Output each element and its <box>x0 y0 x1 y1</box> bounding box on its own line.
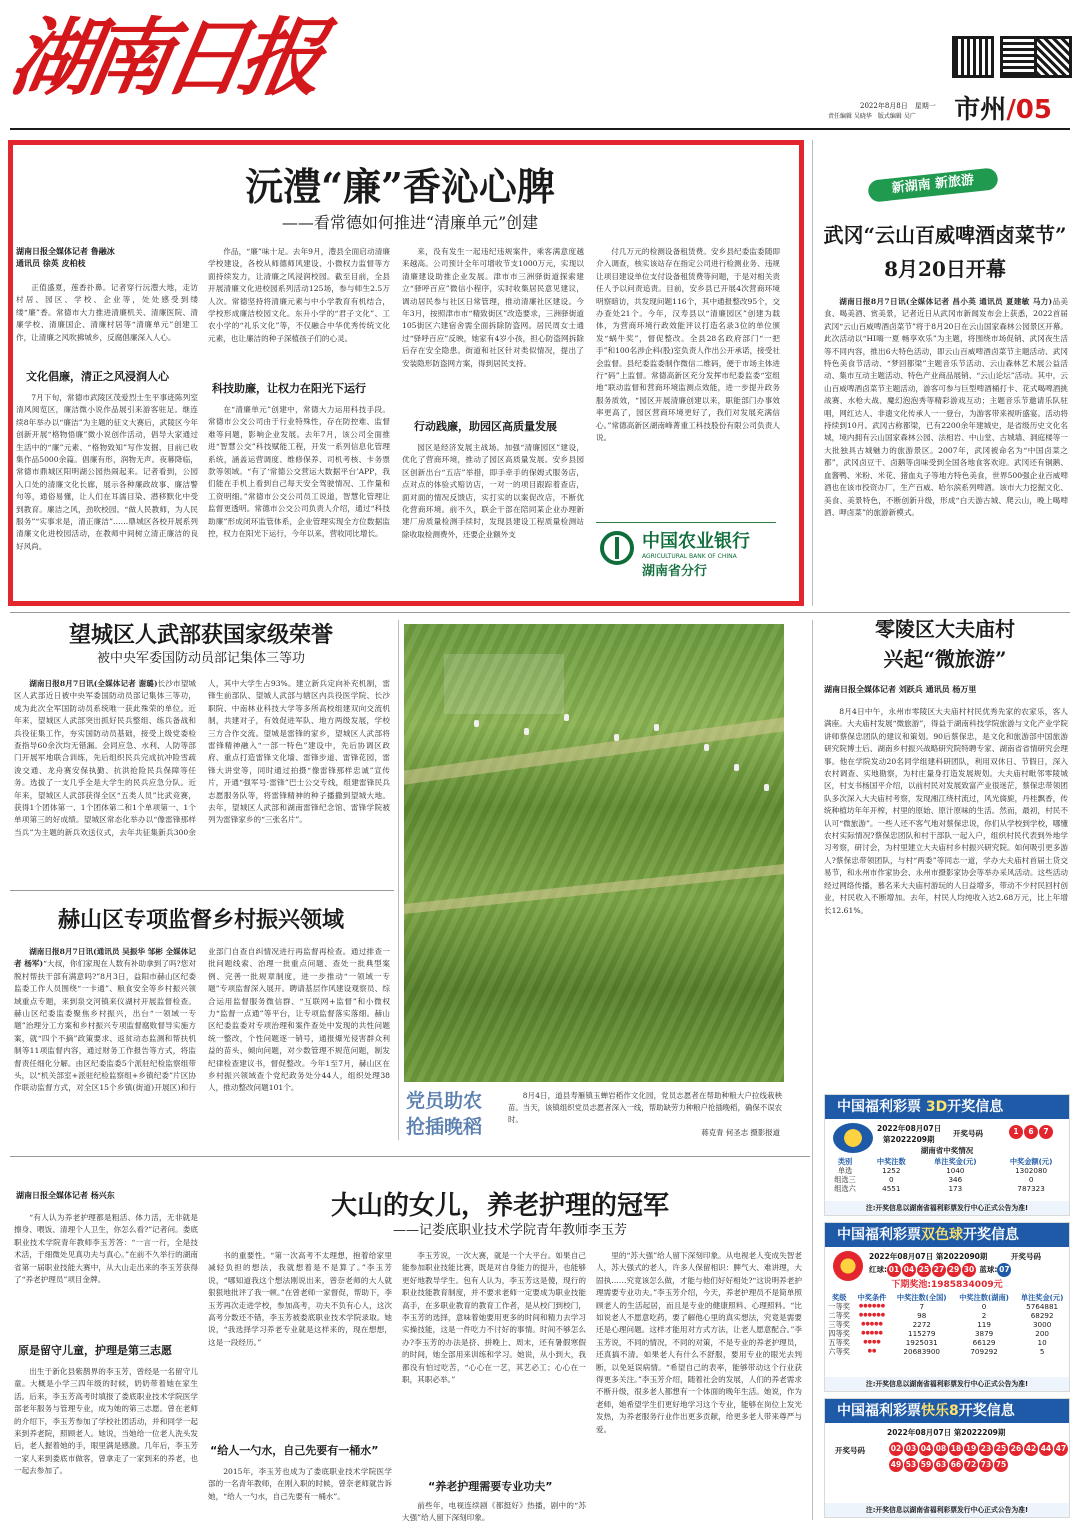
lottery-ball: 75 <box>994 1458 1008 1472</box>
lottery-ssq-open-label: 开奖号码 <box>1011 1252 1041 1261</box>
lottery-ball: 18 <box>949 1442 963 1456</box>
abc-bank-branch: 湖南省分行 <box>642 564 708 579</box>
lottery-ball: 04 <box>919 1442 933 1456</box>
lottery-ball: 03 <box>904 1442 918 1456</box>
lingling-article: 8月4日中午，永州市零陵区大夫庙村村民优秀先家的农家乐，客人满座。大夫庙村发展“微旅游”，得益于湖南科技学院旅游与文化产业学院讲师蔡保忠团队的建议和策划。90后蔡保忠，是文化和旅游部中国旅游研究院博士后、湖南乡村振兴战略研究院特聘专家、湖南省省情研究会理事。他在学院发动20名同学组建科研团队，利用双休日、节假日，深入农村调查、实地勘察，为村庄量身打造发展规划。大夫庙村毗邻零陵城区，村支书杨国平介绍，以前村民对发展致富产业很迷茫，蔡保忠带领团队多次深入大夫庙村考察，发现湘江绕村流过，风光旖旎，丹桂飘香，传统种植坊年年开榨，村里的原始、原汁原味的生活。然而，最初，村民不认可“微旅游”。一些人还不客气地对蔡保忠说，你们从学校到学校，哪懂农村实际情况?蔡保忠团队和村干部队一起入户，组织村民代表到外地学习考察，研讨会，为村里建立大夫庙村乡村振兴研究院。如何吸引更多游人?蔡保忠带领团队，与村“两委”等同志一道，学办大夫庙村首届土货交易节，和永州市作家协会、永州市摄影家协会等举办采风活动。这些活动经过网络传播，慕名来大夫庙村游玩的人日益增多，带动不少村民回村创业，村民收入不断增加。去年，村民人均纯收入达2.68万元，比上年增长12.61%。 <box>824 707 1068 915</box>
lottery-ball: 27 <box>932 1263 946 1277</box>
section-name: 市州 <box>954 95 1007 125</box>
feature-title: 沅澧“廉”香沁心脾 <box>245 164 555 209</box>
lottery-ball: 72 <box>964 1458 978 1472</box>
daughter-subhead-1: 原是留守儿童，护理是第三志愿 <box>18 1344 172 1357</box>
lottery-ssq-date: 2022年08月07日 第2022090期 <box>869 1252 988 1261</box>
photo-caption-title: 党员助农抢插晚稻 <box>406 1090 483 1138</box>
lingling-byline: 湖南日报全媒体记者 刘跃兵 通讯员 杨万里 <box>824 685 977 694</box>
table-row: 一等奖 ●●●●●● 7 0 5764881 <box>828 1302 1059 1311</box>
masthead-divider <box>10 128 1070 130</box>
feature-subtitle: ——看常德如何推进“清廉单元”创建 <box>281 213 539 232</box>
table-row: 四等奖 ●●●●● 115279 3879 200 <box>828 1329 1049 1338</box>
lottery-kl8-header: 中国福利彩票快乐8开奖信息 <box>825 1399 1069 1423</box>
section-divider <box>10 890 394 891</box>
lottery-ball: 26 <box>1009 1442 1023 1456</box>
lottery-ball: 25 <box>994 1442 1008 1456</box>
lottery-kl8-box <box>824 1398 1070 1518</box>
lottery-ball: 19 <box>964 1442 978 1456</box>
lottery-ball: 1 <box>1009 1125 1023 1139</box>
table-row: 二等奖 ●●●●●● 98 2 68292 <box>828 1311 1054 1320</box>
table-row: 组选六 4551 173 787323 <box>834 1184 1045 1193</box>
column-divider <box>812 620 813 1520</box>
lottery-ball: 42 <box>1024 1442 1038 1456</box>
column-divider <box>398 620 399 1140</box>
photo-caption: 8月4日，道县寿雁镇玉蝉岩稻作文化园，党员志愿者在帮助种粮大户拉线栽秧苗。当天，该镇组织党员志愿者深入一线，帮助缺劳力种粮户抢插晚稻，确保不误农时。 <box>508 1091 782 1124</box>
heshan-title: 赫山区专项监督乡村振兴领域 <box>57 907 344 933</box>
lottery-ball: 44 <box>1039 1442 1053 1456</box>
lottery-ball: 04 <box>902 1263 916 1277</box>
section-label <box>954 92 1052 130</box>
lottery-ssq-table: 奖级 中奖条件 中奖注数(全国) 中奖注数(湖南) 单注奖金(元) 一等奖 ●●●●●● 7 0 5764881 二等奖 ●●●●●● 98 2 68292 三等奖 ●●●●● 2272 119 3000 四等奖 ●●●●● 115279 3879 200 五等奖 ●●●● 1925031 66129 10 六等奖 ●● 20683900 709292 5 <box>825 1293 1069 1356</box>
lingling-title-2: 兴起“微旅游” <box>883 647 1007 671</box>
feature-subhead-culture: 文化倡廉，清正之风浸润人心 <box>26 370 169 383</box>
lottery-kl8-balls <box>889 1441 1069 1473</box>
lottery-ssq-note: 注:开奖信息以湖南省福利彩票发行中心正式公告为准! <box>825 1377 1069 1391</box>
column-divider <box>812 140 813 606</box>
lottery-3d-table: 类别 中奖注数 单注奖金(元) 中奖金额(元) 单选 1252 1040 1302080 组选三 0 346 0 组选六 4551 173 787323 <box>825 1157 1069 1193</box>
wugang-title: 武冈“云山百威啤酒卤菜节” <box>823 223 1067 247</box>
daughter-col2b: 2015年，李玉芳也成为了娄底职业技术学院医学部的一名青年教师，在刚入职的时候，曾奈老师就告诉她，“给人一勺水，自己先要有一桶水”。 <box>208 1467 392 1501</box>
lottery-ball: 30 <box>962 1263 976 1277</box>
daughter-col3: 李玉芳说，一次大赛，就是一个大平台。如果自己能参加职业技能比赛，既是对自身能力的提升，也能够更好地教导学生。包有人认为，李玉芳这是傻，现行的职业技能教育制度，并不要求老师一定要成为职业技能高手，在多职业教育的教育工作者，是从校门到校门，李玉芳的选择，意味着她要用更多的时间和精力去学习实操技能，这是一件吃力不讨好的事情。时间不够怎么办?李玉芳的办法是挤、拼晚上、周末，还有暑假寒假的时间，她全部用来训练和学习。她说，从小到大，我都没有怕过吃苦，“心心在一艺，其艺必工；心心在一职，其职必举。” <box>402 1251 586 1385</box>
lottery-ball: 47 <box>1054 1442 1068 1456</box>
feature-col2b: 在“清廉单元”创建中，常德大力运用科技手段。常德市公交公司由于行业特殊性，存在防控难、监督难等问题，影响企业发展。去年7月，该公司全面推进“智慧公交”科技赋能工程，开发一系列信息化管理系统，涵盖运营调度、维修保养、司机考核、卡务票款等领域。“有了‘常德公交营运大数据平台’APP，我们能在手机上看到自己每天安全驾驶情况、工作量和工资明细。”常德市公交公司员工说道，智慧化管理让监督更透明。常德市公交公司负责人介绍，通过“科技助廉”形成闭环监管体系，企业管理实现全方位数据监控，权力在阳光下运行，今年以来，营收同比增长。 <box>208 405 390 539</box>
daughter-col2: 书的重要性。“第一次高考不太理想，抱着给家里减轻负担的想法，我就想着是不是算了。”李玉芳说，“哪知道我这个想法刚说出来，曾奈老师的大人就狠狠地批评了我一顿。”在曾老师一家督促，帮助下，李玉芳再次走进学校，参加高考，功夫不负有心人，这次高考分数还不错，李玉芳被娄底职业技术学院录取。她说，“我选择学习养老专业就是这样来的，现在想想，这是一段经历。” <box>208 1251 392 1347</box>
feature-subhead-tech: 科技助廉，让权力在阳光下运行 <box>212 382 366 395</box>
lottery-3d-box <box>824 1094 1070 1216</box>
table-row: 单选 1252 1040 1302080 <box>837 1166 1048 1175</box>
lottery-3d-issue: 第2022209期 <box>883 1135 935 1144</box>
feature-col4: 付几万元的检测设备租赁费。安乡县纪委监委随即介入调查，核实该站存在指定公司进行检测业务、违规让项目建设单位支付设备租赁费等问题，于是对相关责任人予以问责追责。目前，安乡县已开展4次营商环境明察暗访，共发现问题116个，其中通报整改95个，交办查处21个。今年，汉寿县以“清廉园区”创建为载体，为营商环境行政效能评议打造名录3位的单位颁发“蜗牛奖”，督促整改。全县28名政府部门“一把手”和100名涉企科(股)室负责人作出公开承诺，接受社会监督。县纪委监委制作微信二维码，便于市场主体进行“码”上监督。常德高新区充分发挥市纪委监委“室组地”联动监督和营商环境监测点效能，进一步提升政务服务质效，“园区开展清廉创建以来，职能部门办事效率更高了，园区营商环境更好了，我们对发展充满信心。”常德高新区湖南峰菁重工科技股份有限公司负责人说。 <box>596 247 780 443</box>
abc-bank-name: 中国农业银行 <box>642 531 750 552</box>
daughter-col3b: 前些年，电视连续剧《都挺好》热播，剧中的“苏大强”给人留下深刻印象。 <box>402 1501 586 1522</box>
lottery-ssq-balls: 红球: 01 04 25 27 29 30 蓝球: 07 <box>869 1263 1012 1277</box>
qr-code-icon <box>1034 36 1072 78</box>
lottery-ball: 7 <box>1039 1125 1053 1139</box>
wugang-title-2: 8月20日开幕 <box>884 257 1006 281</box>
lottery-ball: 07 <box>997 1263 1011 1277</box>
lottery-ball: 6 <box>1024 1125 1038 1139</box>
lottery-ball: 63 <box>934 1458 948 1472</box>
section-divider <box>10 1156 810 1157</box>
feature-col3: 来，没有发生一起违纪违规案件，乘客满意度越来越高。公司预计全年可增收节支1000万元，实现以清廉建设助推企业发展。津市市三洲驿街道探索建立“驿呼百应”微信小程序，实时收集居民意见建议，调动居民参与社区日常管理，推动清廉社区建设。今年3月，按照津市市“精致街区”改造要求，三洲驿街道105街区六建宿舍需全面拆除防盗网。居民周女士通过“驿呼百应”反映，她家有4岁小孩，担心防盗网拆除后存在安全隐患。街道和社区针对类似情况，提出了安装隐形防盗网方案，得到居民支持。 <box>402 247 584 368</box>
lottery-3d-balls <box>1009 1125 1054 1139</box>
feature-subhead-action: 行动践廉，助园区高质量发展 <box>414 420 557 433</box>
lottery-ssq-pool: 下期奖池:1985834009元 <box>891 1280 1003 1290</box>
feature-byline-2: 通讯员 徐英 皮柏枝 <box>16 259 86 268</box>
edition-date: 2022年8月8日 星期一 <box>860 102 936 110</box>
lottery-ball: 23 <box>979 1442 993 1456</box>
lottery-ssq-box <box>824 1222 1070 1392</box>
feature-col2: 作品，“廉”味十足。去年9月，澧县全面启动清廉学校建设，各校从师德师风建设、小微权力监督等方面持续发力，让清廉之风浸润校园。截至目前，全县开展清廉文化进校园系列活动125场，参与师生2.5万人次。常德坚持将清廉元素与中小学教育有机结合，学校形成廉洁校园文化。东升小学的“君子文化”、工农小学的“礼乐文化”等，不仅融合中华优秀传统文化元素，也让廉洁的种子深植孩子们的心灵。 <box>208 247 390 343</box>
lottery-3d-date: 2022年08月07日 <box>877 1124 942 1133</box>
lottery-3d-region: 湖南省中奖情况 <box>920 1146 974 1155</box>
feature-intro: 正值盛夏，莲香扑鼻。记者穿行沅澧大地，走访村居、园区、学校、企业等，处处感受到缕缕“廉”香。常德市大力推进清廉机关、清廉医院、清廉学校、清廉国企、清廉村居等“清廉单元”创建工作，让清廉之风吹拂城乡，反腐倡廉深入人心。 <box>16 283 198 342</box>
abc-bank-english: AGRICULTURAL BANK OF CHINA <box>642 553 737 560</box>
daughter-col1: “有人认为养老护理都是粗活、体力活，无非就是擦身、喂饭、清理个人卫生，你怎么看?”记者问。娄底职业技术学院青年教师李玉芳答：“一言一行，全是技术活，于细微处见真功夫与真心。”在前不久举行的湖南省第一届职业技能大赛中，从大山走出来的李玉芳获得了“养老护理员”项目金牌。 <box>14 1213 198 1285</box>
feature-byline: 湖南日报全媒体记者 鲁融冰 <box>16 247 115 256</box>
lingling-title: 零陵区大夫庙村 <box>875 617 1015 641</box>
section-divider <box>10 612 1070 613</box>
lottery-3d-note: 注:开奖信息以湖南省福利彩票发行中心正式公告为准! <box>825 1201 1069 1215</box>
lottery-3d-header: 中国福利彩票 3D开奖信息 <box>825 1095 1069 1119</box>
table-row: 组选三 0 346 0 <box>834 1175 1034 1184</box>
feature-col3b: 园区是经济发展主战场。加强“清廉园区”建设，优化了营商环境，推动了园区高质量发展。安乡县园区创新出台“五店”举措，即手牵手的保姆式服务店，点对点的体验式赔访店，一对一的项目跟踪着查店，面对面的情况反馈店，实打实的以案促改店，不断优化营商环境。前不久，联企干部在陪同某企业办理新建厂房质量检测手续时，发现县建设工程质量检测站除收取检测费外，还要企业额外支 <box>402 443 584 539</box>
page-number: /05 <box>1006 95 1052 125</box>
lottery-ball: 53 <box>904 1458 918 1472</box>
feature-col1: 7月下旬，常德市武陵区茂爱烈士生平事迹陈列室清风阅览区，廉洁微小说作品展引来游客驻足。继连续8年举办以“廉洁”为主题的征文大赛后，武陵区今年创新开展“格物悟廉”微小说创作活动，倡导大家通过生活中的“廉”元素、“格物致知”写作发掘、目前已收集作品5000余篇。倡廉有形，润物无声。夜幕降临，常德市鼎城区阳明湖公园热闹起来。记者看到，公园入口处的清廉文化长廊，展示各种廉政故事、廉洁警句等，通俗易懂，让人们在耳濡目染、潜移默化中受到教育。廉洁之风，劲吹校园。“做人民教师，为人民服务”“实事求是，清正廉洁”……鼎城区各校开展系列清廉文化进校园活动，在教师中间树立清正廉洁的良好风尚。 <box>16 393 198 551</box>
daughter-byline: 湖南日报全媒体记者 杨兴东 <box>16 1191 115 1200</box>
lottery-logo-icon <box>833 1251 863 1281</box>
lottery-ball: 66 <box>949 1458 963 1472</box>
lottery-kl8-open-label: 开奖号码 <box>835 1446 865 1455</box>
table-row: 三等奖 ●●●●● 2272 119 3000 <box>828 1320 1052 1329</box>
daughter-subtitle: ——记娄底职业技术学院青年教师李玉芳 <box>392 1223 627 1238</box>
lottery-ball: 29 <box>947 1263 961 1277</box>
table-row: 六等奖 ●● 20683900 709292 5 <box>828 1347 1045 1356</box>
lottery-ball: 49 <box>889 1458 903 1472</box>
daughter-col4: 里的“苏大强”给人留下深刻印象。从电视老人变成失智老人，苏大强式的老人，许多人保留相识：脾气大、难讲理，大固执……究竟该怎么做，才能与他们好好相处?“这说明养老护理需要专业功夫。”李玉芳介绍，今天，养老护理员不是简单照顾老人的生活起居，而且是专业的健康照料、心理照料。“比如说老人不愿意吃药，要了解他心里的真实想法，究竟是需要还是心理问题。这样才能用对方式方法，让老人愿意配合。”李玉芳说，不同的情况，不同的对策，不是专业的养老护理员，还真搞不清。如果老人有什么不舒服，要用专业的眼光去判断，以免延误病情。“希望自己的表率，能够带动这个行业获得更多关注。”李玉芳介绍，随着社会的发展，人们的养老需求不断升级，很多老人都想有一个体面的晚年生活。她说，作为老师，她希望学生们更好地学习这个专业，能够在岗位上发光发热，为养老服务行业作出更多贡献，给更多老人带来尊严与爱。 <box>596 1251 802 1434</box>
qr-code-icon <box>952 36 994 78</box>
daughter-col1b: 出生于新化县紫鹊界的李玉芳，曾经是一名留守儿童。大概是小学三四年级的时候，奶奶带着她在家生活。后来，李玉芳高考时填报了娄底职业技术学院医学部老年服务与管理专业，成为她的第三志愿。曾在老师的介绍下，李玉芳参加了学校社团活动，并和同学一起来到养老院，照顾老人。她说，当她给一位老人洗头发后，老人握着她的手，眼里满是感激。几年后，李玉芳一家人来到娄底市做客，曾拿走了一家到来的养老，也一起去参加了。 <box>14 1367 198 1476</box>
daughter-subhead-3: “养老护理需要专业功夫” <box>428 1480 553 1493</box>
masthead-logo: 湖南日报 <box>3 8 325 107</box>
wangcheng-title: 望城区人武部获国家级荣誉 <box>68 622 333 648</box>
wangcheng-subtitle: 被中央军委国防动员部记集体三等功 <box>96 651 305 666</box>
lottery-ball: 02 <box>889 1442 903 1456</box>
abc-bank-logo-icon <box>600 531 634 565</box>
editor-credits: 责任编辑 吴晓华 版式编辑 吴广 <box>828 113 916 120</box>
lottery-ball: 59 <box>919 1458 933 1472</box>
wugang-article: 湖南日报8月7日讯(全媒体记者 昌小英 通讯员 夏建敏 马力)品美食、喝美酒、赏美景，记者近日从武冈市新闻发布会上获悉，2022首届武冈“云山百威啤酒卤菜节”将于8月20日在云山国家森林公园景区开幕。此次活动以“HI嗨一夏 畅享欢乐”为主题，将围绕市场促销、武冈夜生活等不同内容，推出6大特色活动，即云山百威啤酒卤菜节主题活动、武冈特色美食节活动、“梦回都梁”主题音乐节活动、云山森林艺术展公益活动、集市互动主题活动、特色产业商品展销、“云山论坛”活动。其中，云山百威啤酒卤菜节主题活动，游客可参与巨型啤酒桶打卡、花式喝啤酒挑战赛、水枪大战、魔幻泡泡秀等精彩游戏互动；主题音乐节邀请乐队驻唱，网红达人、非遗文化传承人一一登台，为游客带来视听盛宴。活动将持续到10月。武冈古称都梁，已有2200余年建城史，是省级历史文化名城，境内拥有云山国家森林公园、法相岩、中山堂、古城墙、洞庭楼等一大批独具古城魅力的旅游景区。2007年，武冈被命名为“中国卤菜之都”，武冈卤豆干、卤鹅等卤味受到全国各地食客欢迎。武冈还有铜鹅、血酱鸭、米粉、米花、猪血丸子等地方特色美食，世界500强企业百威啤酒也在该市投资办厂，生产百威、哈尔滨系列啤酒。该市大力挖掘文化、美食、美景特色，不断创新升级，形成“白天游古城、爬云山，晚上喝啤酒、呷卤菜”的旅游新模式。 <box>824 297 1068 517</box>
daughter-title: 大山的女儿，养老护理的冠军 <box>330 1191 669 1221</box>
rice-field-photo <box>404 624 784 1082</box>
lottery-3d-open-label: 开奖号码 <box>953 1129 983 1138</box>
tourism-badge-label: 新湖南 新旅游 <box>867 167 999 202</box>
abc-bank-ad <box>596 522 776 584</box>
lottery-ball: 08 <box>934 1442 948 1456</box>
heshan-article: 湖南日报8月7日讯(通讯员 吴振华 邹彬 全媒体记者 杨军)“大叔，你们家现在人数有补助拿到了吗?您对脱村帮扶干部有满意吗?”8月3日，益阳市赫山区纪委监委工作人员围绕“一卡通”、粮食安全等乡村振兴领域重点专题，来到泉交河镇来仪湖村开展监督检查。赫山区纪委监委聚焦乡村振兴，出台“一领域一专题”治理分工方案和乡村振兴专项监督腐败督导实施方案，就“四个不摘”政策要求、返贫动态监测和帮扶机制等11项监督内容，通过财务工作报告等方式，将监督责任细化分解。由区纪委监委5个派驻纪检监察组带头，以“机关部室+派驻纪检监察组+乡镇纪委”片区协作联动监督方式，对全区15个乡镇(街道)开展区)和行业部门自查自纠情况进行再监督再检查。通过排查一批问题线索、治理一批重点问题、查处一批典型案例、完善一批规章制度，进一步推动“一领域一专题”专项监督深入展开。聘请基层作风建设观察员、综合运用监督服务微信群、“互联网+监督”和小微权力“监督一点通”等平台，让专项监督落实落细。赫山区纪委监委对专项治理和案件查处中发现的共性问题统一整改，个性问题逐一销号，通报爆光侵害群众利益的苗头、倾向问题，对少数管理不规范问题，制发纪律检查建议书，督促整改。今年1至7月，赫山区在乡村振兴领域查个党纪政务处分44人，组织处理38人，推动整改问题101个。 <box>14 947 390 1093</box>
lottery-ball: 73 <box>979 1458 993 1472</box>
lottery-kl8-date: 2022年08月07日 第2022209期 <box>887 1428 1006 1437</box>
photo-credit: 蒋克青 何圣志 摄影报道 <box>701 1128 780 1137</box>
lottery-ball: 01 <box>887 1263 901 1277</box>
tourism-badge <box>848 150 1048 198</box>
lottery-kl8-note: 注:开奖信息以湖南省福利彩票发行中心正式公告为准! <box>825 1503 1069 1517</box>
table-row: 五等奖 ●●●● 1925031 66129 10 <box>828 1338 1047 1347</box>
daughter-subhead-2: “给人一勺水，自己先要有一桶水” <box>210 1444 379 1457</box>
lottery-ssq-header: 中国福利彩票双色球开奖信息 <box>825 1223 1069 1247</box>
lottery-ball: 25 <box>917 1263 931 1277</box>
wangcheng-article: 湖南日报8月7日讯(全媒体记者 谢璐)长沙市望城区人武部近日被中央军委国防动员部记集体三等功，成为此次全军国防动员系统唯一获此殊荣的单位。近年来，望城区人武部突出抓好民兵整组、练兵备战和兵役征集工作，夯实国防动员基础，接受上级党委检查指导60余次均无错漏。会同应急、水利、人防等部门开展军地联合训练，先后组织民兵完成抗冲险雪疏浚交通、龙舟赛安保执勤、抗洪抢险民兵保障等任务。选拔了一支几乎全是大学生的民兵应急分队。近年来，望城区人武部获得全区“五类人员”比武竞赛，获得1个团体第一、1个团体第二和1个单项第一、1个单项第三的好成绩。望城区常态化举办以“像雷锋那样当兵”为主题的新兵欢送仪式，去年共征集新兵300余人，其中大学生占93%。建立新兵定向补充机制，雷锋生前部队、望城人武部与辖区内兵役医学院、长沙职院、中南林业科技大学等多所高校组建双向交流机制，共建对子，有效促进军队、地方两级发展，学校三方合作交流。望城是雷锋的家乡，望城区人武部将雷锋精神融入“一部一特色”建设中，先后协调区政府、重点打造雷锋文化墙、雷锋步道、雷锋花园，雷锋大讲堂等，同时通过拍摄“像雷锋那样忠诚”宣传片，开通“强军号·雷锋”巴士公交专线，组建雷锋民兵志愿服务队等，将雷锋精神的种子播撒到望城大地。去年，望城区人武部和湖南雷锋纪念馆、雷锋学院被列为雷锋家乡的“三张名片”。 <box>14 679 390 837</box>
